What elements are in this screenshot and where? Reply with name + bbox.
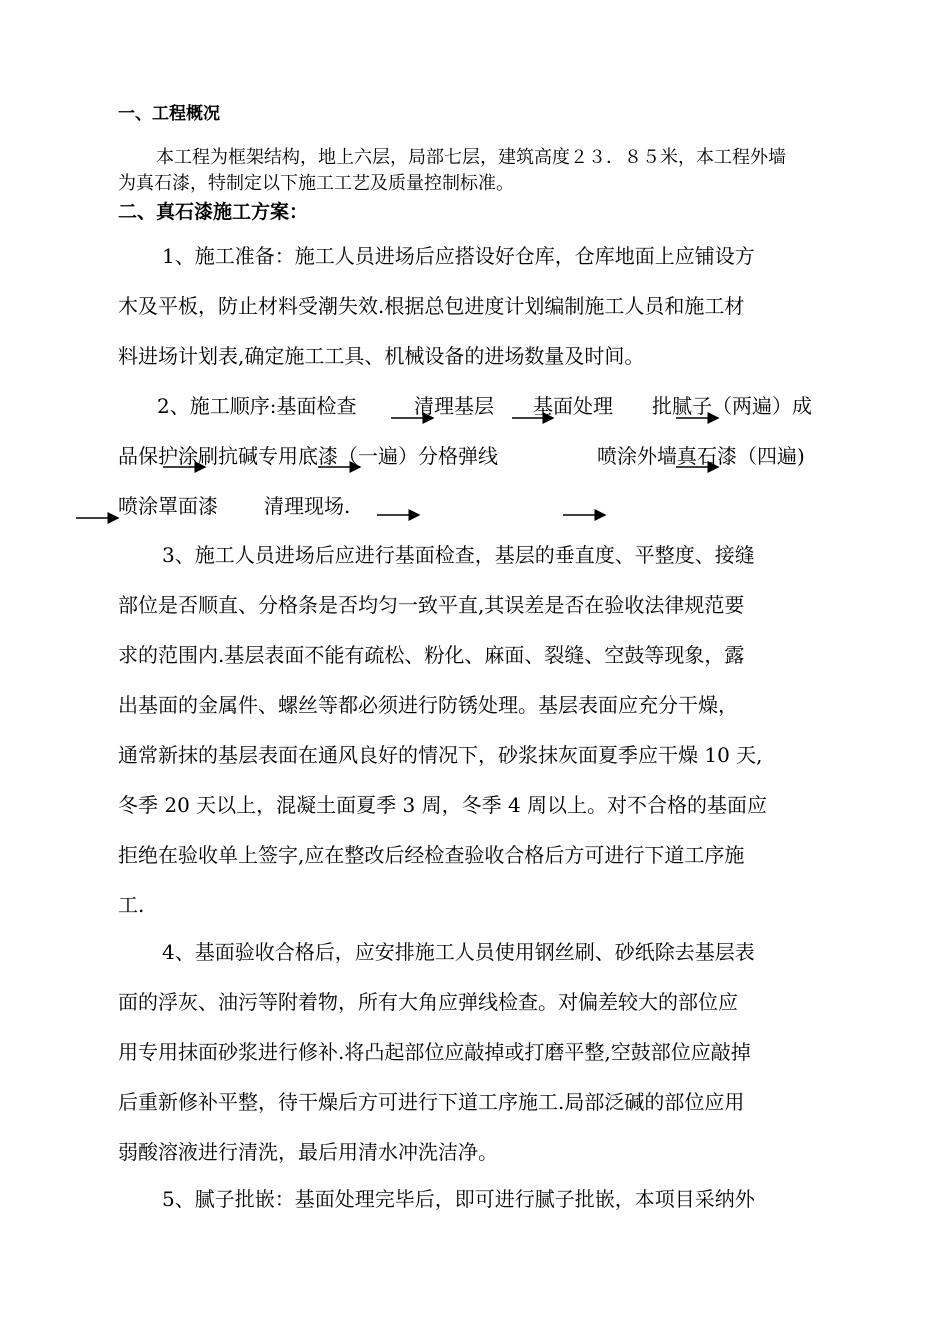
text-line: 3、施工人员进场后应进行基面检查，基层的垂直度、平整度、接缝 [162, 543, 755, 567]
sequence-step: 基面处理 [533, 394, 613, 418]
sequence-step: 品保护涂刷抗碱专用底漆（一遍）分格弹线 [118, 444, 498, 468]
sequence-step: 喷涂罩面漆 [118, 494, 218, 518]
sequence-step: 清理现场. [264, 494, 351, 518]
text-line: 4、基面验收合格后，应安排施工人员使用钢丝刷、砂纸除去基层表 [162, 940, 755, 964]
text-line: 弱酸溶液进行清洗，最后用清水冲洗洁净。 [118, 1140, 498, 1164]
text-line: 拒绝在验收单上签字,应在整改后经检查验收合格后方可进行下道工序施 [118, 843, 745, 867]
text-line: 通常新抹的基层表面在通风良好的情况下，砂浆抹灰面夏季应干燥 10 天, [118, 743, 763, 767]
text-line: 求的范围内.基层表面不能有疏松、粉化、麻面、裂缝、空鼓等现象，露 [118, 643, 745, 667]
sequence-step: 喷涂外墙真石漆（四遍) [597, 444, 805, 468]
text-line: 冬季 20 天以上，混凝土面夏季 3 周，冬季 4 周以上。对不合格的基面应 [118, 793, 768, 817]
text-line: 出基面的金属件、螺丝等都必须进行防锈处理。基层表面应充分干燥， [118, 693, 738, 717]
text-line: 工. [118, 893, 145, 917]
sequence-step: 批腻子（两遍）成 [652, 394, 812, 418]
text-line: 5、腻子批嵌：基面处理完毕后，即可进行腻子批嵌，本项目采纳外 [162, 1187, 755, 1211]
text-line: 料进场计划表,确定施工工具、机械设备的进场数量及时间。 [118, 344, 645, 368]
text-line: 部位是否顺直、分格条是否均匀一致平直,其误差是否在验收法律规范要 [118, 593, 745, 617]
sequence-arrows [0, 0, 950, 540]
sequence-step: 2、施工顺序:基面检查 [157, 394, 357, 418]
text-line: 本工程为框架结构，地上六层，局部七层，建筑高度２３．８５米，本工程外墙 [156, 147, 786, 168]
text-line: 用专用抹面砂浆进行修补.将凸起部位应敲掉或打磨平整,空鼓部位应敲掉 [118, 1040, 751, 1064]
sequence-step: 清理基层 [414, 394, 494, 418]
section-heading-overview: 一、工程概况 [118, 104, 220, 124]
text-line: 面的浮灰、油污等附着物，所有大角应弹线检查。对偏差较大的部位应 [118, 990, 738, 1014]
section-heading-plan: 二、真石漆施工方案： [118, 201, 309, 223]
text-line: 木及平板，防止材料受潮失效.根据总包进度计划编制施工人员和施工材 [118, 294, 745, 318]
text-line: 后重新修补平整，待干燥后方可进行下道工序施工.局部泛碱的部位应用 [118, 1090, 745, 1114]
text-line: 1、施工准备：施工人员进场后应搭设好仓库，仓库地面上应铺设方 [162, 244, 755, 268]
text-line: 为真石漆，特制定以下施工工艺及质量控制标准。 [118, 173, 514, 194]
